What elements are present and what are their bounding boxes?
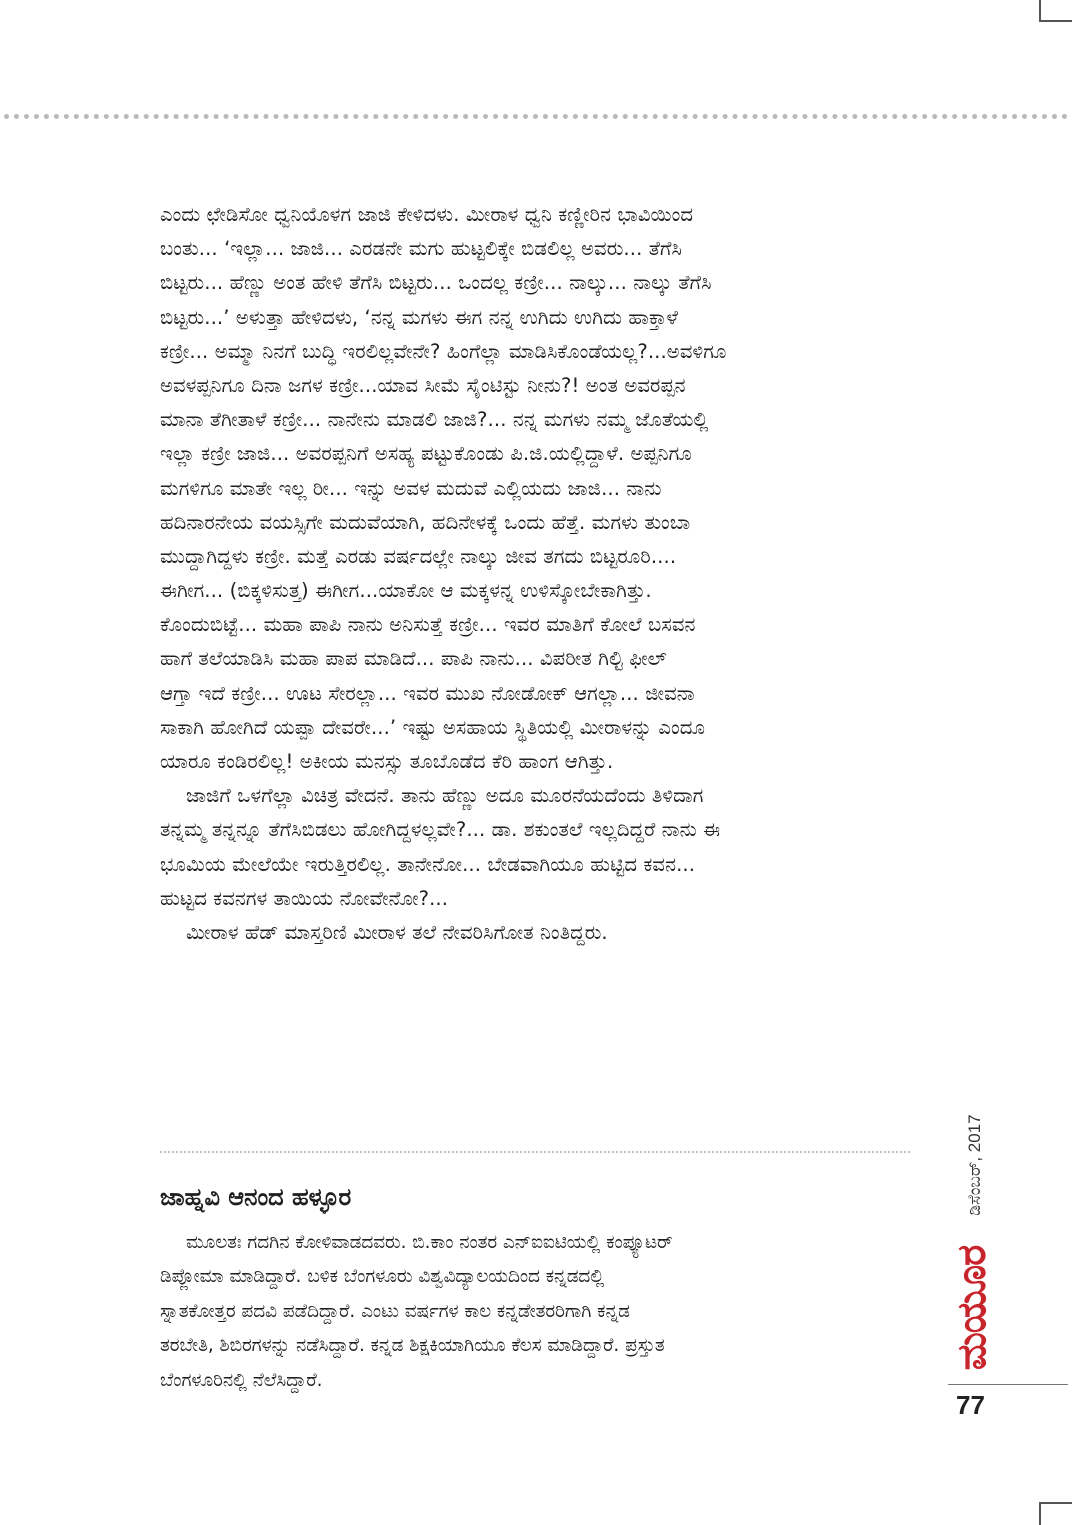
story-line: ತನ್ನಮ್ಮ ತನ್ನನ್ನೂ ತೆಗೆಸಿಬಿಡಲು ಹೋಗಿದ್ದಳಲ್ಲವೇ?... ಡಾ. ಶಕುಂತಲೆ ಇಲ್ಲದಿದ್ದರೆ ನಾನು ಈ (160, 818, 721, 842)
issue-date-text: ಡಿಸೆಂಬರ್, 2017 (965, 1114, 984, 1216)
story-body (160, 198, 920, 950)
story-line: ಅವಳಪ್ಪನಿಗೂ ದಿನಾ ಜಗಳ ಕಣ್ರೀ...ಯಾವ ಸೀಮೆ ಸೈಂಟಿಸ್ಟು ನೀನು?! ಅಂತ ಅವರಪ್ಪನ (160, 373, 686, 397)
story-line: ಯಾರೂ ಕಂಡಿರಲಿಲ್ಲ! ಅಕೀಯ ಮನಸ್ಸು ತೂಬೊಡೆದ ಕೆರಿ ಹಾಂಗ ಆಗಿತ್ತು. (160, 750, 614, 773)
story-line: ಹಾಗೆ ತಲೆಯಾಡಿಸಿ ಮಹಾ ಪಾಪ ಮಾಡಿದೆ... ಪಾಪಿ ನಾನು... ವಿಪರೀತ ಗಿಲ್ಟಿ ಫೀಲ್ (160, 647, 667, 671)
bio-line: ಮೂಲತಃ ಗದಗಿನ ಕೋಳಿವಾಡದವರು. ಬಿ.ಕಾಂ ನಂತರ ಎನ್‌ಐಐಟಿಯಲ್ಲಿ ಕಂಪ್ಯೂಟರ್ (186, 1232, 673, 1253)
bio-line: ತರಬೇತಿ, ಶಿಬಿರಗಳನ್ನು ನಡೆಸಿದ್ದಾರೆ. ಕನ್ನಡ ಶಿಕ್ಷಕಿಯಾಗಿಯೂ ಕೆಲಸ ಮಾಡಿದ್ದಾರೆ. ಪ್ರಸ್ತುತ (160, 1335, 665, 1357)
story-line: ಬಿಟ್ಟರು... ಹೆಣ್ಣು ಅಂತ ಹೇಳಿ ತೆಗೆಸಿ ಬಿಟ್ಟರು... ಒಂದಲ್ಲ ಕಣ್ರೀ... ನಾಲ್ಕು... ನಾಲ್ಕು ತೆಗೆಸಿ (160, 271, 712, 295)
story-line: ಈಗೀಗ... (ಬಿಕ್ಕಳಿಸುತ್ತ) ಈಗೀಗ...ಯಾಕೋ ಆ ಮಕ್ಕಳನ್ನ ಉಳಿಸ್ಕೋಬೇಕಾಗಿತ್ತು. (160, 579, 652, 603)
story-line: ಇಲ್ಲಾ ಕಣ್ರೀ ಜಾಜಿ... ಅವರಪ್ಪನಿಗೆ ಅಸಹ್ಯ ಪಟ್ಟುಕೊಂಡು ಪಿ.ಜಿ.ಯಲ್ಲಿದ್ದಾಳೆ. ಅಪ್ಪನಿಗೂ (160, 442, 692, 466)
story-line: ಹದಿನಾರನೇಯ ವಯಸ್ಸಿಗೇ ಮದುವೆಯಾಗಿ, ಹದಿನೇಳಕ್ಕೆ ಒಂದು ಹೆತ್ತೆ. ಮಗಳು ತುಂಬಾ (160, 510, 691, 534)
page-number: 77 (956, 1390, 985, 1420)
author-bio (160, 1226, 910, 1398)
crop-mark-bottom-right-vertical (1039, 1502, 1041, 1525)
story-line: ಮಾನಾ ತೆಗೀತಾಳೆ ಕಣ್ರೀ... ನಾನೇನು ಮಾಡಲಿ ಜಾಜಿ?... ನನ್ನ ಮಗಳು ನಮ್ಮ ಜೊತೆಯಲ್ಲಿ (160, 408, 709, 432)
issue-date (960, 1100, 990, 1230)
bio-line: ಬೆಂಗಳೂರಿನಲ್ಲಿ ನೆಲೆಸಿದ್ದಾರೆ. (160, 1369, 323, 1391)
story-line: ಬಿಟ್ಟರು...’ ಅಳುತ್ತಾ ಹೇಳಿದಳು, ‘ನನ್ನ ಮಗಳು ಈಗ ನನ್ನ ಉಗಿದು ಉಗಿದು ಹಾಕ್ತಾಳೆ (160, 305, 679, 329)
crop-mark-top-right-vertical (1039, 0, 1041, 22)
story-line: ಕೊಂದುಬಿಟ್ಟೆ... ಮಹಾ ಪಾಪಿ ನಾನು ಅನಿಸುತ್ತೆ ಕಣ್ರೀ... ಇವರ ಮಾತಿಗೆ ಕೋಲೆ ಬಸವನ (160, 613, 696, 637)
story-line: ಬಂತು... ‘ಇಲ್ಲಾ... ಜಾಜಿ... ಎರಡನೇ ಮಗು ಹುಟ್ಟಲಿಕ್ಕೇ ಬಿಡಲಿಲ್ಲ ಅವರು... ತೆಗೆಸಿ (160, 237, 682, 261)
magazine-logo-text: ಮಯೂರ (949, 1245, 995, 1370)
story-line: ಮುದ್ದಾಗಿದ್ದಳು ಕಣ್ರೀ. ಮತ್ತೆ ಎರಡು ವರ್ಷದಲ್ಲೇ ನಾಲ್ಕು ಜೀವ ತಗದು ಬಿಟ್ಟರೂರಿ.... (160, 544, 677, 568)
page-number-rule (948, 1384, 1068, 1385)
magazine-logo (944, 1240, 1000, 1375)
bio-line: ಡಿಪ್ಲೋಮಾ ಮಾಡಿದ್ದಾರೆ. ಬಳಿಕ ಬೆಂಗಳೂರು ವಿಶ್ವವಿದ್ಯಾಲಯದಿಂದ ಕನ್ನಡದಲ್ಲಿ (160, 1266, 605, 1288)
story-line: ಆಗ್ತಾ ಇದೆ ಕಣ್ರೀ... ಊಟ ಸೇರಲ್ಲಾ... ಇವರ ಮುಖ ನೋಡೋಕ್ ಆಗಲ್ಲಾ... ಜೀವನಾ (160, 681, 695, 705)
bio-line: ಸ್ನಾತಕೋತ್ತರ ಪದವಿ ಪಡೆದಿದ್ದಾರೆ. ಎಂಟು ವರ್ಷಗಳ ಕಾಲ ಕನ್ನಡೇತರರಿಗಾಗಿ ಕನ್ನಡ (160, 1300, 630, 1322)
story-line: ಕಣ್ರೀ... ಅಮ್ಮಾ ನಿನಗೆ ಬುದ್ಧಿ ಇರಲಿಲ್ಲವೇನೇ? ಹಿಂಗೆಲ್ಲಾ ಮಾಡಿಸಿಕೊಂಡೆಯಲ್ಲ?...ಅವಳಿಗೂ (160, 339, 727, 363)
crop-mark-top-right-horizontal (1039, 20, 1072, 22)
crop-mark-bottom-right-horizontal (1039, 1502, 1072, 1504)
author-name-heading: ಜಾಹ್ನವಿ ಆನಂದ ಹಳ್ಳೂರ (160, 1183, 352, 1211)
top-dotted-divider (4, 114, 1068, 119)
bio-dotted-divider (160, 1151, 910, 1153)
story-line: ಸಾಕಾಗಿ ಹೋಗಿದೆ ಯಪ್ಪಾ ದೇವರೇ...’ ಇಷ್ಟು ಅಸಹಾಯ ಸ್ಥಿತಿಯಲ್ಲಿ ಮೀರಾಳನ್ನು ಎಂದೂ (160, 715, 706, 739)
story-line: ಎಂದು ಛೇಡಿಸೋ ಧ್ವನಿಯೊಳಗ ಜಾಜಿ ಕೇಳಿದಳು. ಮೀರಾಳ ಧ್ವನಿ ಕಣ್ಣೀರಿನ ಭಾವಿಯಿಂದ (160, 203, 694, 226)
story-paragraph-start: ಮೀರಾಳ ಹೆಡ್ ಮಾಸ್ತರಿಣಿ ಮೀರಾಳ ತಲೆ ನೇವರಿಸಿಗೋತ ನಿಂತಿದ್ದರು. (186, 920, 608, 944)
story-line: ಹುಟ್ಟದ ಕವನಗಳ ತಾಯಿಯ ನೋವೇನೋ?... (160, 886, 449, 910)
story-paragraph-start: ಜಾಜಿಗೆ ಒಳಗೆಲ್ಲಾ ವಿಚಿತ್ರ ವೇದನೆ. ತಾನು ಹೆಣ್ಣು ಅದೂ ಮೂರನೆಯದೆಂದು ತಿಳಿದಾಗ (186, 784, 704, 808)
story-line: ಭೂಮಿಯ ಮೇಲೆಯೇ ಇರುತ್ತಿರಲಿಲ್ಲ. ತಾನೇನೋ... ಬೇಡವಾಗಿಯೂ ಹುಟ್ಟಿದ ಕವನ... (160, 852, 696, 876)
story-line: ಮಗಳಿಗೂ ಮಾತೇ ಇಲ್ಲ ರೀ... ಇನ್ನು ಅವಳ ಮದುವೆ ಎಲ್ಲಿಯದು ಜಾಜಿ... ನಾನು (160, 476, 662, 500)
